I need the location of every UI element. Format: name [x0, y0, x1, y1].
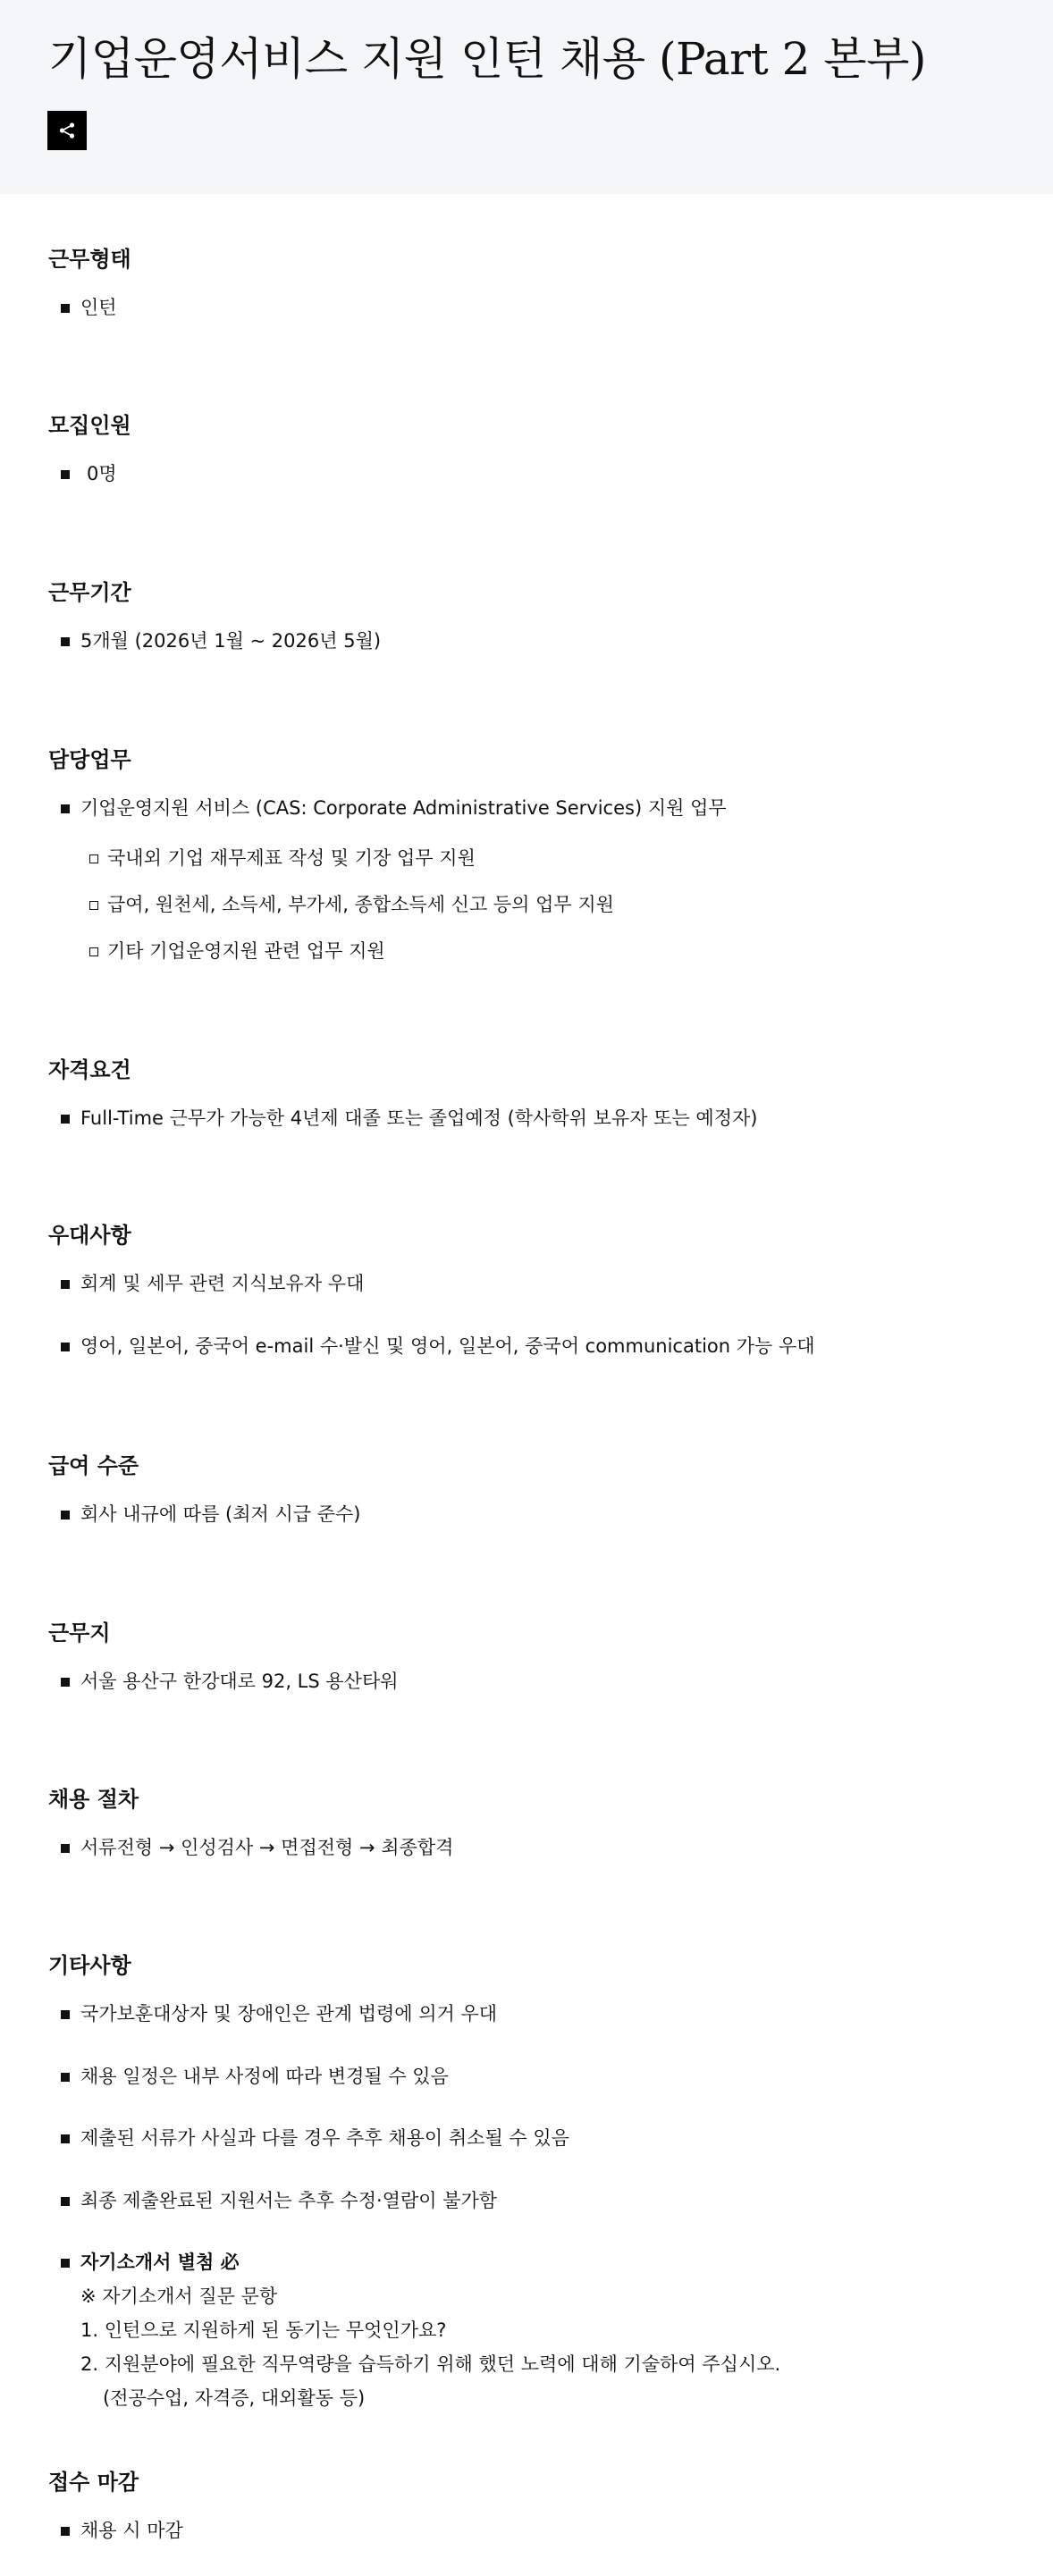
- section-title: 기타사항: [48, 1953, 131, 1978]
- section-title: 모집인원: [48, 413, 131, 438]
- section-title: 근무형태: [48, 247, 131, 272]
- section-title: 우대사항: [48, 1223, 131, 1248]
- essay-question: 2. 지원분야에 필요한 직무역량을 습득하기 위해 했던 노력에 대해 기술하여 주십시오.: [80, 2353, 781, 2375]
- section-title: 담당업무: [48, 747, 131, 772]
- section-title: 자격요건: [48, 1057, 131, 1082]
- essay-note: ※ 자기소개서 질문 문항: [80, 2286, 278, 2307]
- essay-question: 1. 인턴으로 지원하게 된 동기는 무엇인가요?: [80, 2319, 447, 2341]
- section-title: 급여 수준: [48, 1453, 139, 1478]
- section-title: 근무지: [48, 1621, 111, 1646]
- essay-hint: (전공수업, 자격증, 대외활동 등): [103, 2387, 366, 2409]
- section-title: 접수 마감: [48, 2470, 139, 2495]
- section-title: 채용 절차: [48, 1787, 139, 1812]
- header-banner: [0, 0, 1053, 194]
- section-title: 근무기간: [48, 580, 131, 605]
- share-icon: [57, 121, 77, 140]
- share-button[interactable]: [47, 111, 87, 150]
- page-title: 기업운영서비스 지원 인턴 채용 (Part 2 본부): [48, 33, 926, 85]
